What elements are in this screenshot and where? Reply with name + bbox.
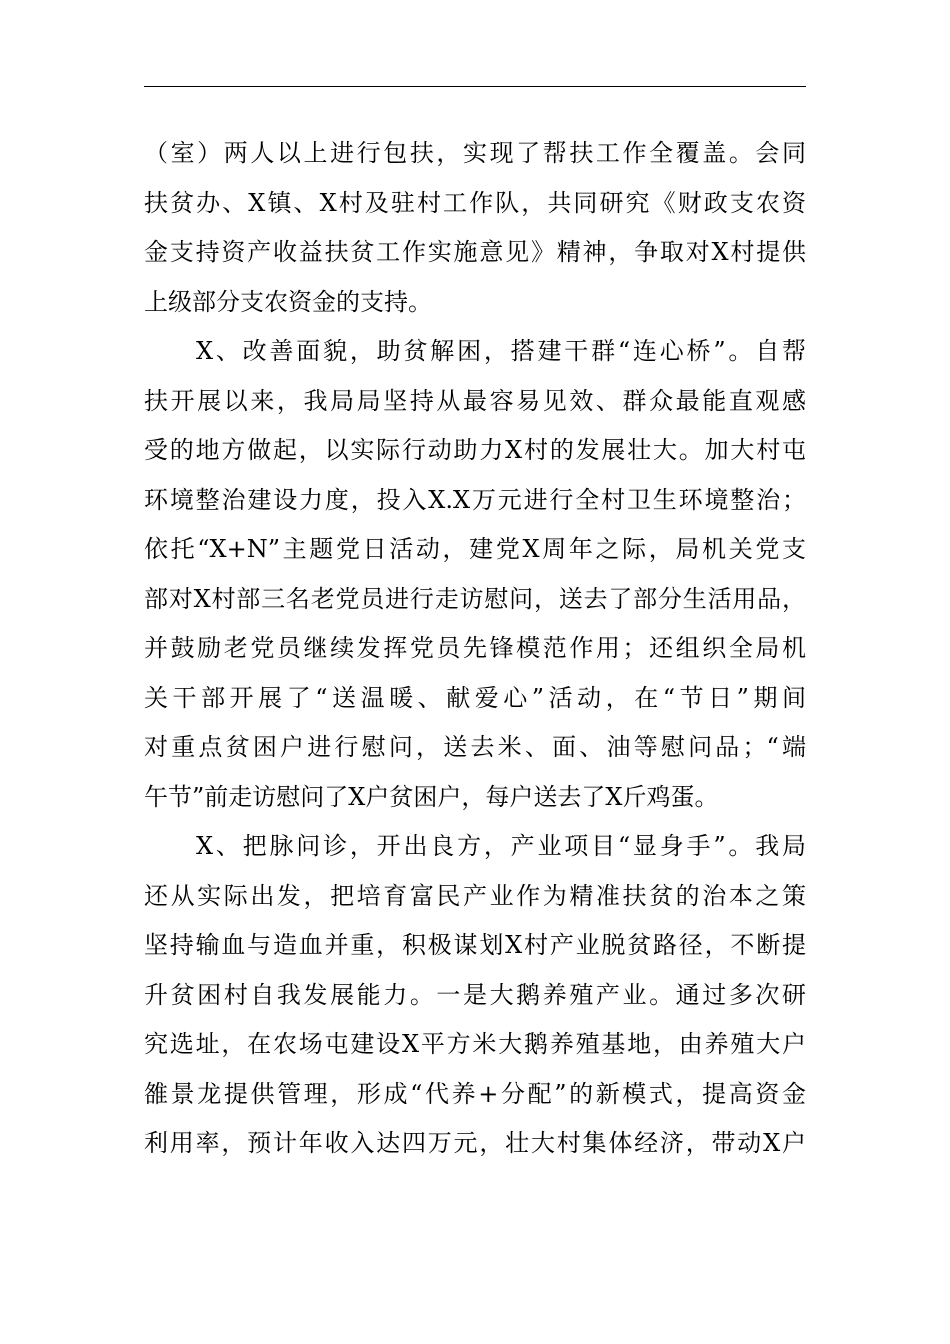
text-line: 对重点贫困户进行慰问，送去米、面、油等慰问品；“端 bbox=[144, 733, 806, 761]
text-line: 午节”前走访慰问了X户贫困户，每户送去了X斤鸡蛋。 bbox=[144, 782, 719, 811]
paragraph-heading-line: X、改善面貌，助贫解困，搭建干群“连心桥”。自帮 bbox=[196, 337, 806, 365]
text-line: 关干部开展了“送温暖、献爱心”活动，在“节日”期间 bbox=[144, 683, 806, 712]
text-line: 部对X村部三名老党员进行走访慰问，送去了部分生活用品， bbox=[144, 584, 806, 613]
text-line: 升贫困村自我发展能力。一是大鹅养殖产业。通过多次研 bbox=[144, 980, 806, 1009]
body-text bbox=[144, 129, 806, 1169]
text-line: 依托“X+N”主题党日活动，建党X周年之际，局机关党支 bbox=[144, 535, 806, 563]
text-line: 雒景龙提供管理，形成“代养+分配”的新模式，提高资金 bbox=[144, 1079, 806, 1108]
text-line: 还从实际出发，把培育富民产业作为精准扶贫的治本之策 bbox=[144, 881, 806, 910]
text-line: 扶贫办、X镇、X村及驻村工作队，共同研究《财政支农资 bbox=[144, 188, 806, 217]
text-line: 坚持输血与造血并重，积极谋划X村产业脱贫路径，不断提 bbox=[144, 931, 806, 959]
text-line: 上级部分支农资金的支持。 bbox=[144, 287, 432, 316]
text-line: 扶开展以来，我局局坚持从最容易见效、群众最能直观感 bbox=[144, 386, 806, 415]
header-rule bbox=[144, 86, 806, 87]
text-line: 究选址，在农场屯建设X平方米大鹅养殖基地，由养殖大户 bbox=[144, 1030, 806, 1058]
text-line: 金支持资产收益扶贫工作实施意见》精神，争取对X村提供 bbox=[144, 238, 806, 266]
paragraph-heading-line: X、把脉问诊，开出良方，产业项目“显身手”。我局 bbox=[196, 832, 806, 860]
text-line: 环境整治建设力度，投入X.X万元进行全村卫生环境整治； bbox=[144, 485, 806, 514]
text-line: 受的地方做起，以实际行动助力X村的发展壮大。加大村屯 bbox=[144, 436, 806, 464]
text-line: 利用率，预计年收入达四万元，壮大村集体经济，带动X户 bbox=[144, 1129, 806, 1157]
text-line: （室）两人以上进行包扶，实现了帮扶工作全覆盖。会同 bbox=[144, 139, 806, 167]
text-line: 并鼓励老党员继续发挥党员先锋模范作用；还组织全局机 bbox=[144, 634, 806, 662]
